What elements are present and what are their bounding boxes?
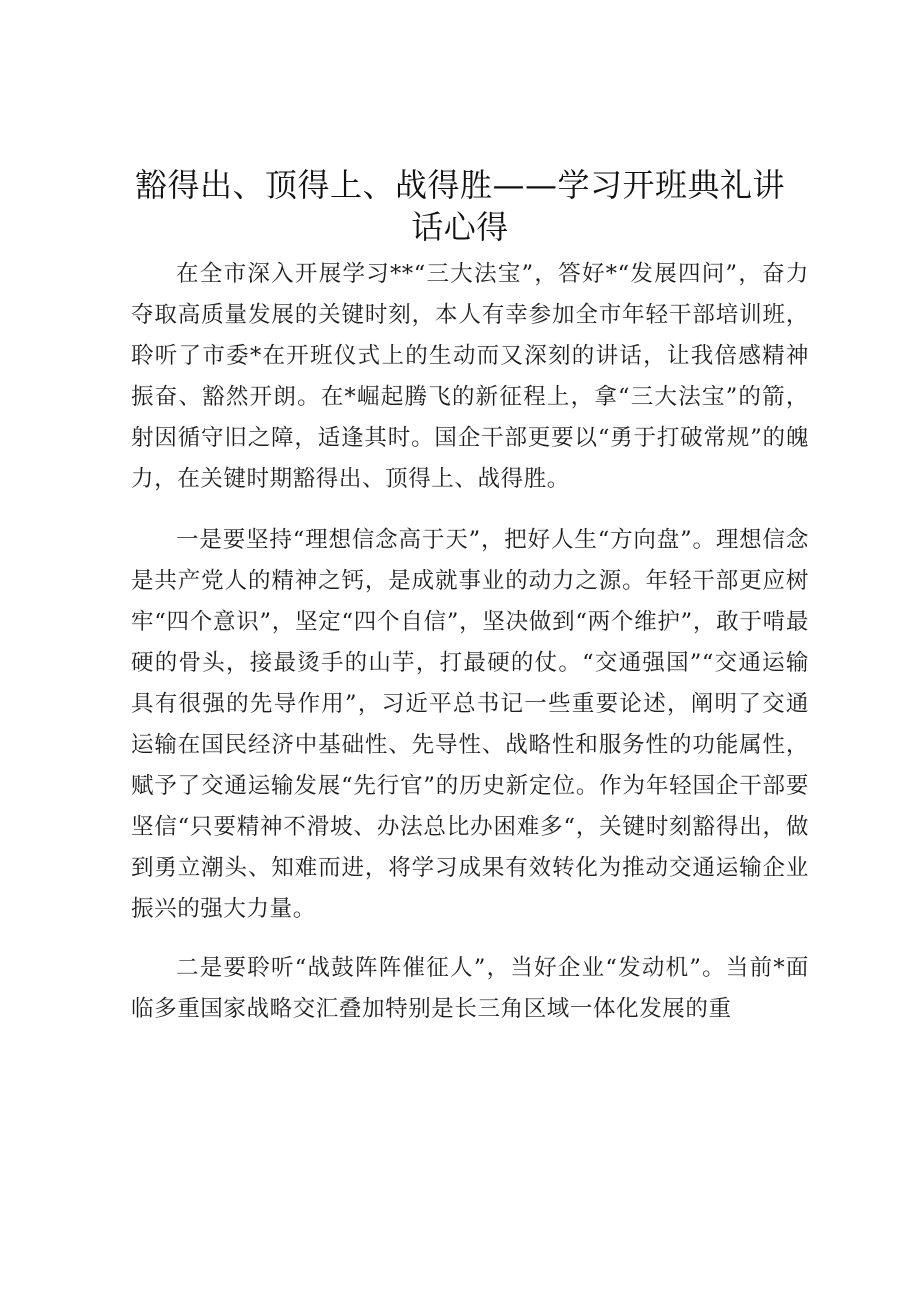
document-title: 豁得出、顶得上、战得胜——学习开班典礼讲话心得 <box>134 166 785 246</box>
paragraph-intro: 在全市深入开展学习**“三大法宝”，答好*“发展四问”，奋力夺取高质量发展的关键时刻，本人有幸参加全市年轻干部培训班，聆听了市委*在开班仪式上的生动而又深刻的讲话，让我倍感精神振奋、豁然开朗。在*崛起腾飞的新征程上，拿“三大法宝”的箭，射因循守旧之障，适逢其时。国企干部更要以“勇于打破常规”的魄力，在关键时期豁得出、顶得上、战得胜。 <box>131 261 809 492</box>
document-body <box>131 254 809 1050</box>
paragraph-point-one: 一是要坚持“理想信念高于天”，把好人生“方向盘”。理想信念是共产党人的精神之钙，是成就事业的动力之源。年轻干部更应树牢“四个意识”，坚定“四个自信”，坚决做到“两个维护”，敢于啃最硬的骨头，接最烫手的山芋，打最硬的仗。“交通强国”“交通运输具有很强的先导作用”，习近平总书记一些重要论述，阐明了交通运输在国民经济中基础性、先导性、战略性和服务性的功能属性，赋予了交通运输发展“先行官”的历史新定位。作为年轻国企干部要坚信“只要精神不滑坡、办法总比办困难多“，关键时刻豁得出，做到勇立潮头、知难而进，将学习成果有效转化为推动交通运输企业振兴的强大力量。 <box>131 527 809 922</box>
paragraph-point-two: 二是要聆听“战鼓阵阵催征人”，当好企业“发动机”。当前*面临多重国家战略交汇叠加特别是长三角区域一体化发展的重 <box>131 955 809 1022</box>
